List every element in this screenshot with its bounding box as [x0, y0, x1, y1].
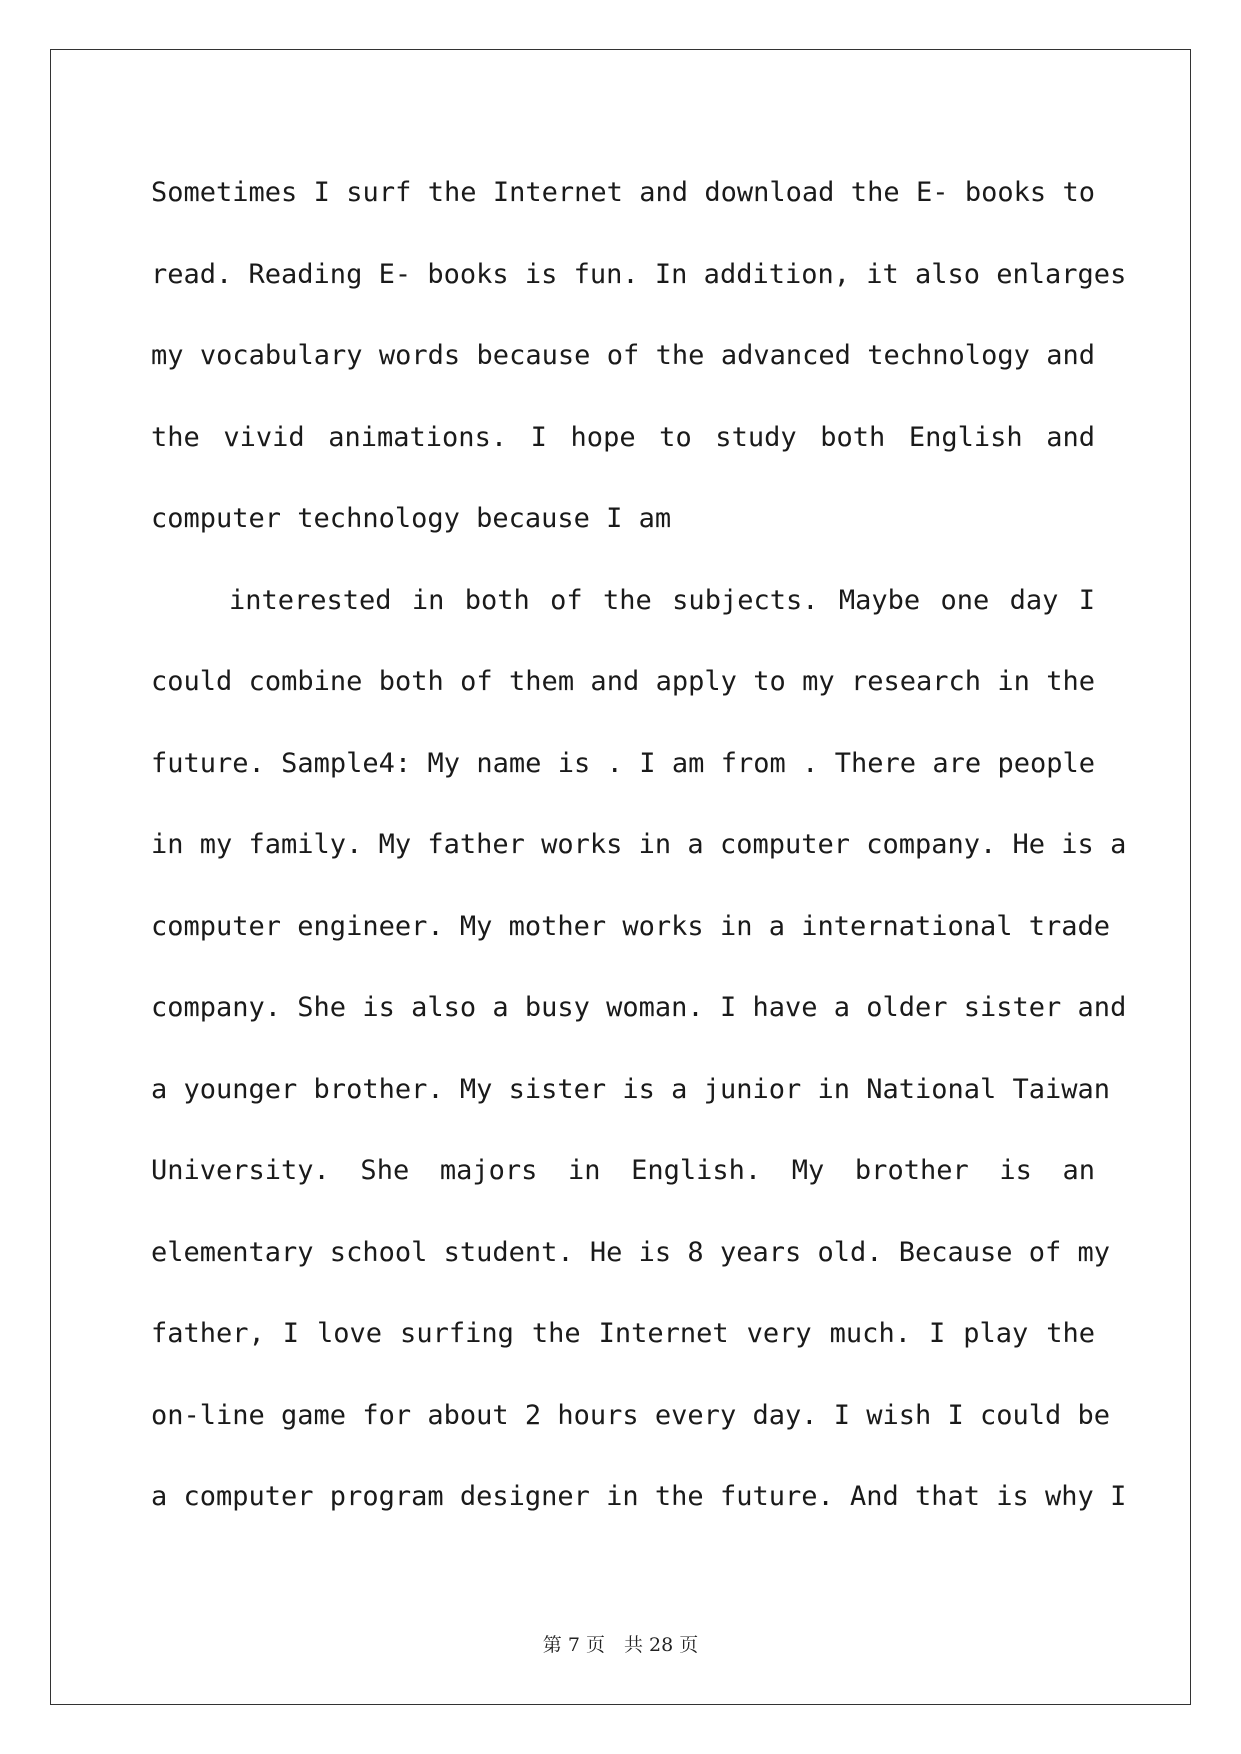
- document-body: [151, 152, 1127, 1538]
- text-line: computer technology because I am: [151, 503, 672, 534]
- text-line: in my family. My father works in a computer company. He is a: [151, 829, 1127, 860]
- text-line: University. She majors in English. My brother is an: [151, 1155, 1095, 1186]
- text-line: the vivid animations. I hope to study both English and: [151, 421, 1095, 453]
- text-line: on-line game for about 2 hours every day. I wish I could be: [151, 1399, 1111, 1431]
- text-line-indented: interested in both of the subjects. Maybe one day I: [229, 584, 1095, 616]
- page-number-footer: 第 7 页 共 28 页: [542, 1634, 699, 1656]
- text-line: a younger brother. My sister is a junior in National Taiwan: [151, 1073, 1111, 1105]
- text-line: read. Reading E- books is fun. In addition, it also enlarges: [151, 258, 1127, 290]
- text-line: my vocabulary words because of the advanced technology and: [151, 340, 1095, 371]
- text-line: could combine both of them and apply to my research in the: [151, 666, 1095, 697]
- text-line: father, I love surfing the Internet very much. I play the: [151, 1318, 1095, 1349]
- text-line: computer engineer. My mother works in a international trade: [151, 910, 1111, 942]
- text-line: a computer program designer in the future. And that is why I: [151, 1481, 1127, 1512]
- text-line: company. She is also a busy woman. I have a older sister and: [151, 992, 1127, 1023]
- text-line: future. Sample4: My name is . I am from . There are people: [151, 747, 1095, 779]
- text-line: elementary school student. He is 8 years old. Because of my: [151, 1236, 1111, 1268]
- text-line: Sometimes I surf the Internet and download the E- books to: [151, 177, 1095, 208]
